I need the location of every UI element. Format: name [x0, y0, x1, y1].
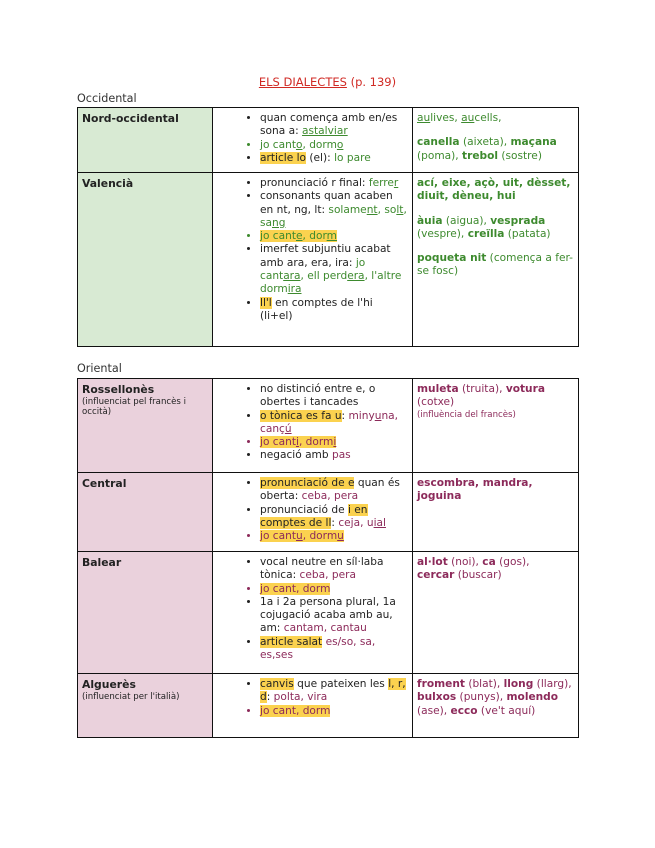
list-item: • quan comença amb en/es sona a: astalviar	[260, 112, 408, 139]
features-cell	[213, 108, 413, 173]
section-label-oriental: Oriental	[77, 362, 122, 375]
occidental-table	[77, 107, 579, 347]
list-item: • canvis que pateixen les l, r, d: polta, vira	[260, 678, 408, 705]
dialect-name-cell: Nord-occidental	[78, 108, 213, 173]
list-item: • 1a i 2a persona plural, 1a cojugació acaba amb au, am: cantam, cantau	[260, 596, 408, 636]
list-item: • o tònica es fa u: minyuna, cançú	[260, 410, 408, 437]
dialect-name-cell: Central	[78, 473, 213, 552]
list-item: • pronunciació de e quan és oberta: ceba, pera	[260, 477, 408, 504]
row-algueres	[78, 674, 579, 738]
features-cell	[213, 379, 413, 473]
page-title: ELS DIALECTES (p. 139)	[258, 75, 397, 89]
oriental-table	[77, 378, 579, 738]
list-item: • vocal neutre en síl·laba tònica: ceba, pera	[260, 556, 408, 583]
row-rossellones	[78, 379, 579, 473]
vocabulary-cell: aulives, aucells, canella (aixeta), maçana (poma), trebol (sostre)	[413, 108, 579, 173]
list-item: • pronunciació r final: ferrer	[260, 177, 408, 190]
list-item: • ll'l en comptes de l'hi (li+el)	[260, 297, 408, 324]
row-balear	[78, 552, 579, 674]
list-item: • article salat es/so, sa, es,ses	[260, 636, 408, 663]
vocabulary-cell: froment (blat), llong (llarg), bulxos (punys), molendo (ase), ecco (ve't aquí)	[413, 674, 579, 738]
dialect-name-cell: Balear	[78, 552, 213, 674]
list-item: • imerfet subjuntiu acabat amb ara, era, ira: jo cantara, ell perdera, l'altre dormira	[260, 243, 408, 296]
vocabulary-cell: muleta (truita), votura (cotxe) (influència del francès)	[413, 379, 579, 473]
features-cell	[213, 173, 413, 347]
list-item: • jo cant, dorm	[260, 583, 408, 596]
vocabulary-cell: ací, eixe, açò, uit, dèsset, diuit, dèneu, hui àuia (aigua), vesprada (vespre), creïlla (patata) poqueta nit (comença a fer-se fosc)	[413, 173, 579, 347]
row-valencia	[78, 173, 579, 347]
list-item: • no distinció entre e, o obertes i tancades	[260, 383, 408, 410]
dialect-name-cell: Valencià	[78, 173, 213, 347]
list-item: • jo canti, dormi	[260, 436, 408, 449]
dialect-name-cell: Rossellonès (influenciat pel francès i occità)	[78, 379, 213, 473]
section-label-occidental: Occidental	[77, 92, 137, 105]
list-item: • pronunciació de i en comptes de ll: ceja, uial	[260, 504, 408, 531]
features-cell	[213, 552, 413, 674]
list-item: • article lo (el): lo pare	[260, 152, 408, 165]
list-item: • consonants quan acaben en nt, ng, lt: solament, solt, sang	[260, 190, 408, 230]
list-item: • jo cantu, dormu	[260, 530, 408, 543]
vocabulary-cell: escombra, mandra, joguina	[413, 473, 579, 552]
vocabulary-cell: al·lot (noi), ca (gos), cercar (buscar)	[413, 552, 579, 674]
row-nord-occidental	[78, 108, 579, 173]
features-cell	[213, 473, 413, 552]
list-item: • negació amb pas	[260, 449, 408, 462]
dialect-name-cell: Alguerès (influenciat per l'italià)	[78, 674, 213, 738]
row-central	[78, 473, 579, 552]
list-item: • jo cante, dorm	[260, 230, 408, 243]
features-cell	[213, 674, 413, 738]
list-item: • jo cant, dorm	[260, 705, 408, 718]
list-item: • jo canto, dormo	[260, 139, 408, 152]
